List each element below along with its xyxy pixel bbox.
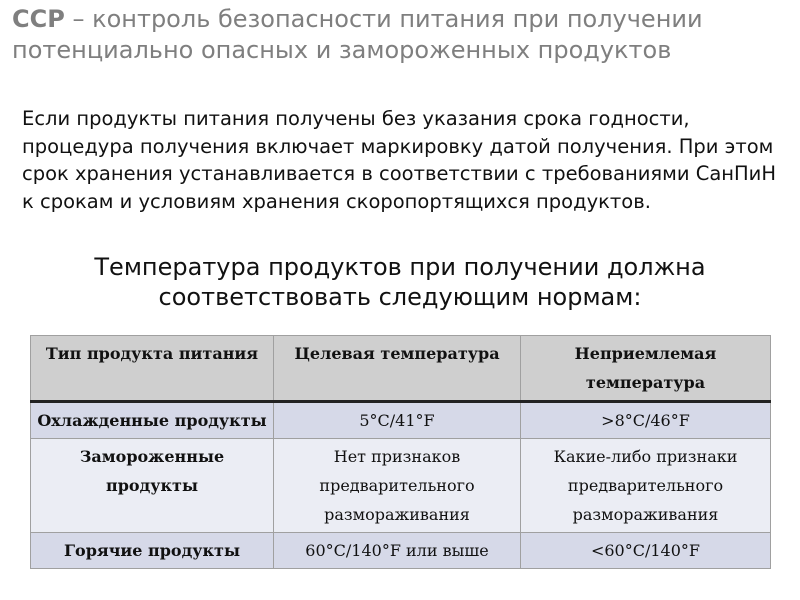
target-temperature-cell: 5°C/41°F [274,402,521,439]
target-temperature-cell: 60°C/140°F или выше [274,533,521,569]
unacceptable-temperature-cell: Какие-либо признаки предварительного размораживания [521,439,771,533]
table-row [31,402,771,439]
table-heading: Температура продуктов при получении должна соответствовать следующим нормам: [94,253,706,311]
product-type-cell: Замороженные продукты [31,439,274,533]
intro-paragraph: Если продукты питания получены без указания срока годности, процедура получения включает маркировку датой получения. При этом срок хранения устанавливается в соответствии с требованиями СанПиН к срокам и условиям хранения скоропортящихся продуктов. [22,107,777,213]
table-header-row [31,336,771,402]
header-target-temperature: Целевая температура [274,336,521,402]
unacceptable-temperature-cell: >8°C/46°F [521,402,771,439]
temperature-norms-table [30,335,771,569]
title-text: – контроль безопасности питания при получении потенциально опасных и замороженных продуктов [12,5,703,64]
table-row [31,533,771,569]
product-type-cell: Охлажденные продукты [31,402,274,439]
title-abbreviation: ССР [12,5,65,33]
header-product-type: Тип продукта питания [31,336,274,402]
target-temperature-cell: Нет признаков предварительного размораживания [274,439,521,533]
product-type-cell: Горячие продукты [31,533,274,569]
header-unacceptable-temperature: Неприемлемая температура [521,336,771,402]
table-row [31,439,771,533]
unacceptable-temperature-cell: <60°C/140°F [521,533,771,569]
slide-title [12,4,787,66]
